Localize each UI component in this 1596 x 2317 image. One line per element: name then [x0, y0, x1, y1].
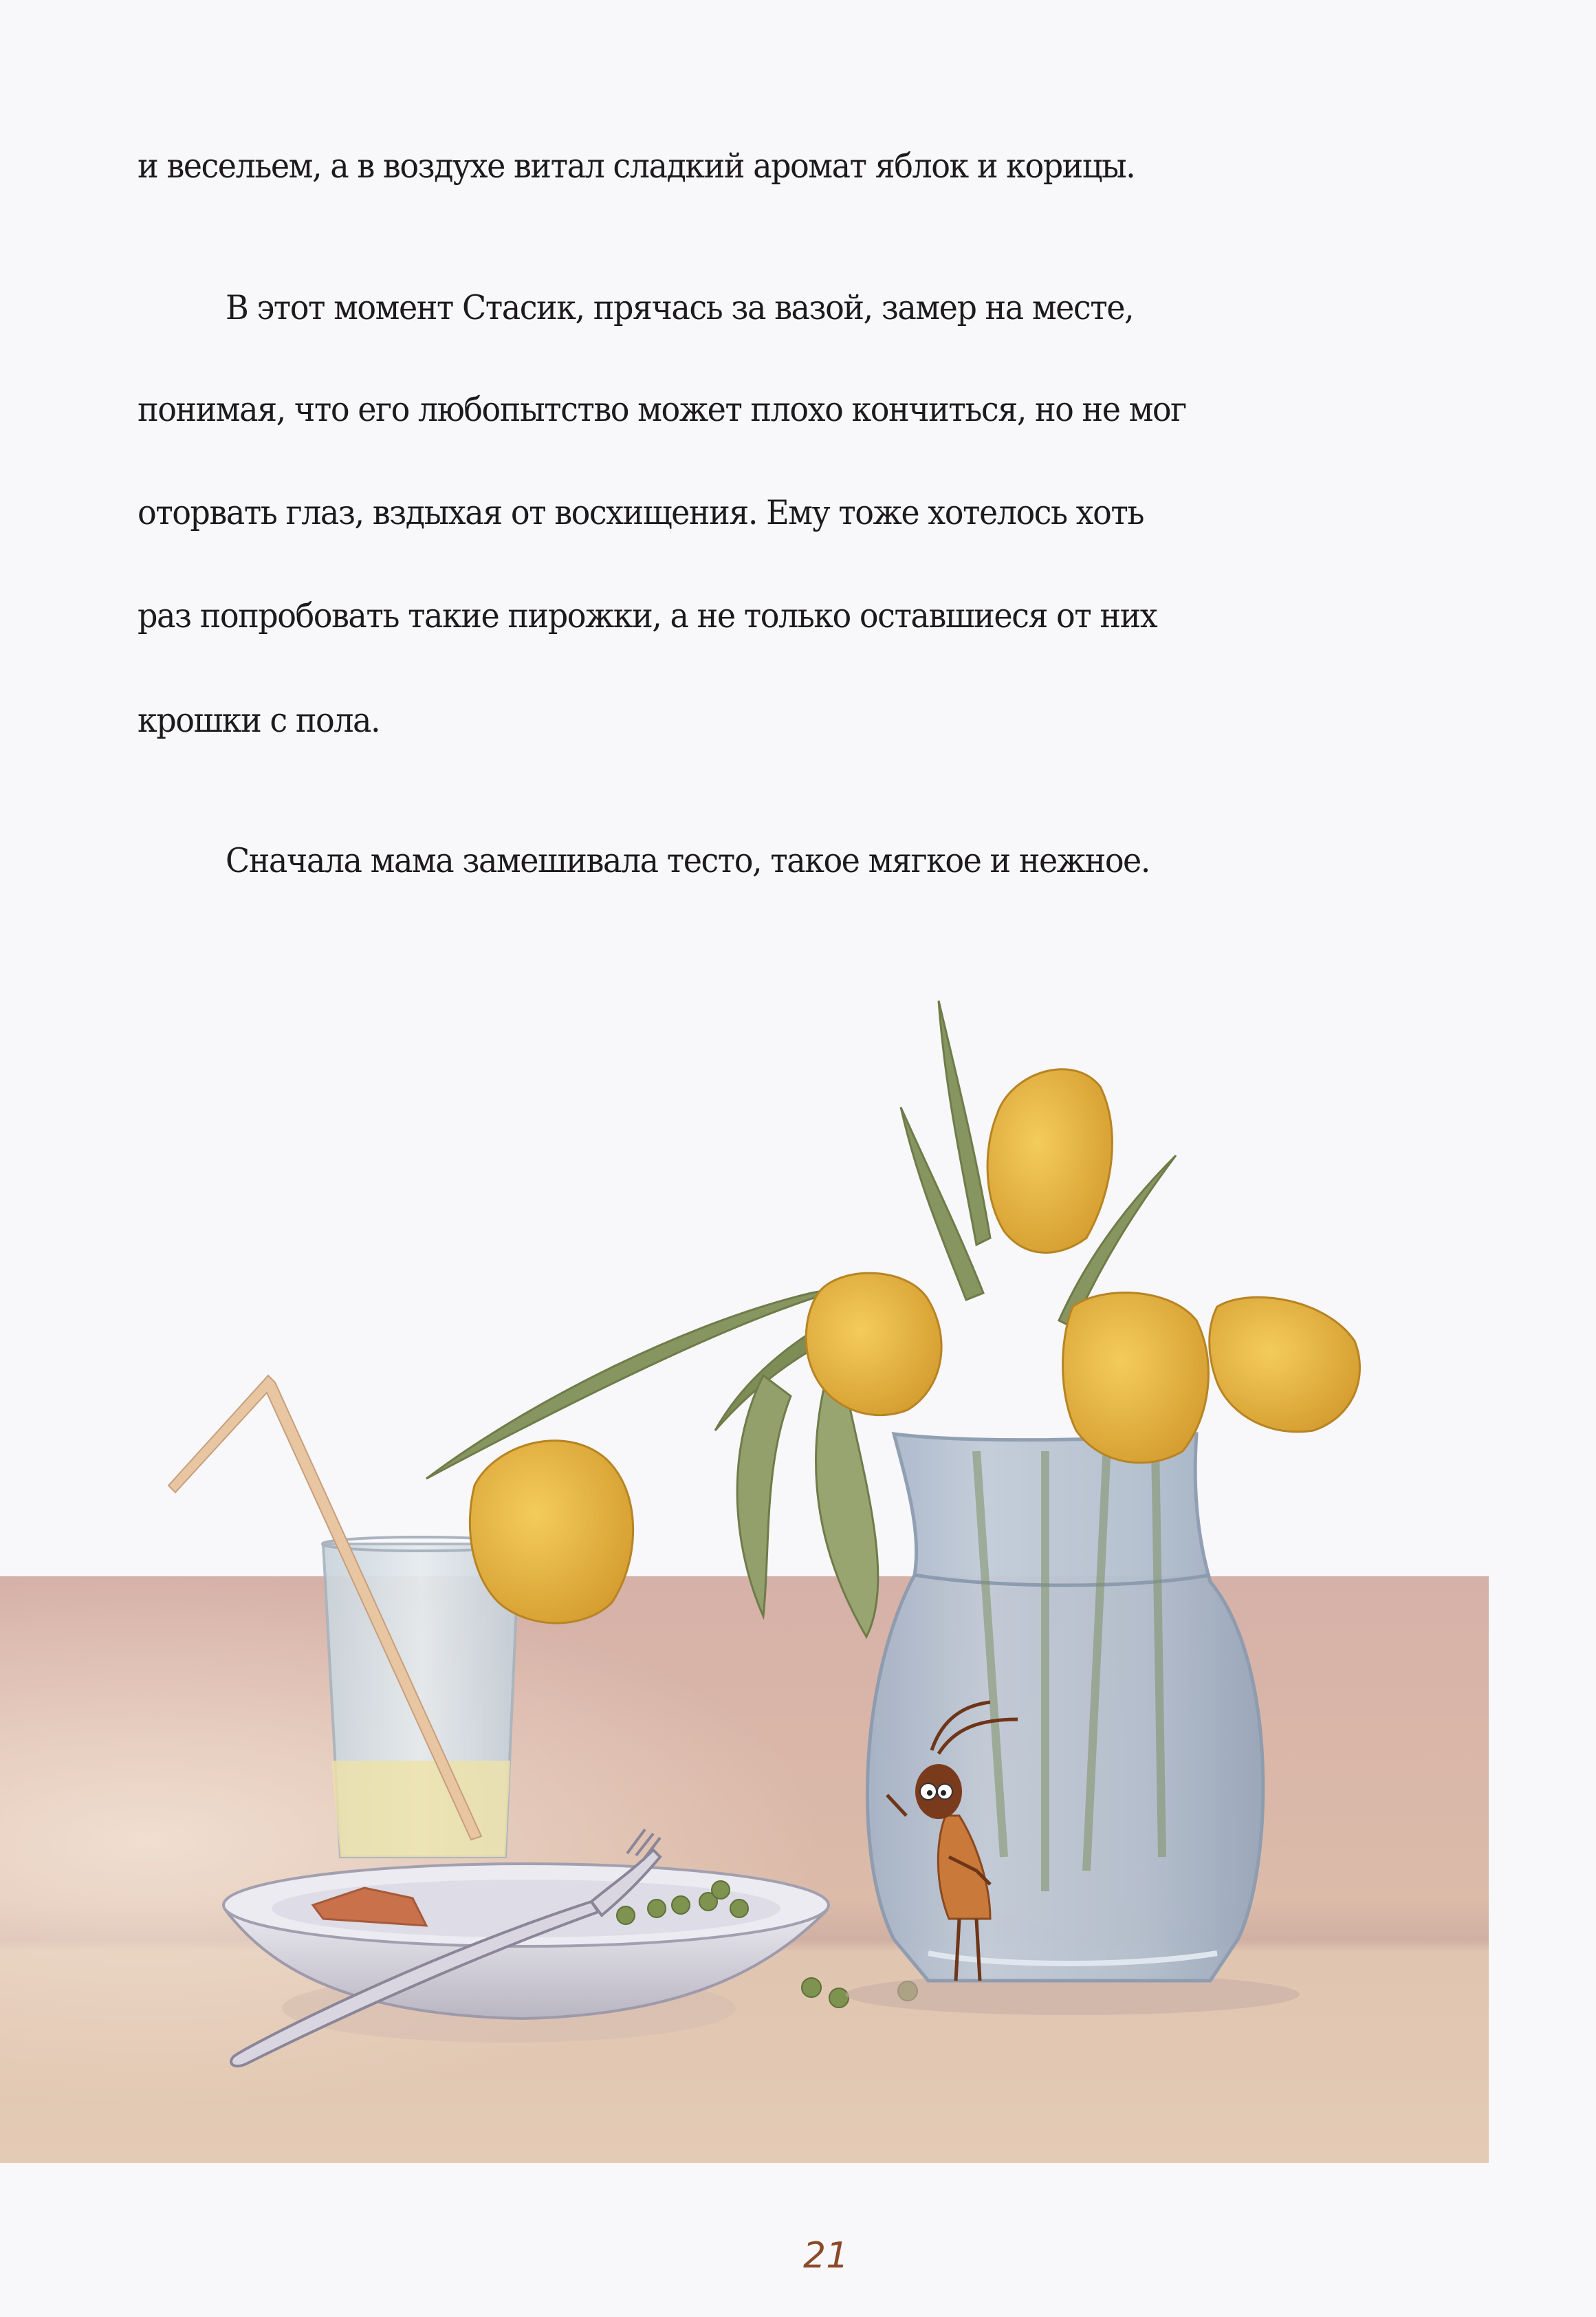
table	[0, 1576, 1489, 2163]
text-line: оторвать глаз, вздыхая от восхищения. Ему тоже хотелось хоть	[138, 493, 1144, 532]
text-line: понимая, что его любопытство может плохо кончиться, но не мог	[138, 390, 1186, 429]
page-number: 21	[803, 2235, 849, 2276]
text-line: раз попробовать такие пирожки, а не только оставшиеся от них	[138, 596, 1157, 635]
tulip	[1063, 1293, 1209, 1463]
tulip	[470, 1441, 633, 1623]
tulip	[1210, 1297, 1360, 1432]
text-line: В этот момент Стасик, прячась за вазой, замер на месте,	[226, 288, 1134, 327]
text-line: и весельем, а в воздухе витал сладкий аромат яблок и корицы.	[138, 146, 1135, 186]
tulip	[987, 1069, 1112, 1253]
vase	[846, 1434, 1300, 2015]
illustration	[0, 963, 1596, 2201]
text-line: Сначала мама замешивала тесто, такое мягкое и нежное.	[226, 841, 1150, 880]
text-line: крошки с пола.	[138, 701, 380, 740]
